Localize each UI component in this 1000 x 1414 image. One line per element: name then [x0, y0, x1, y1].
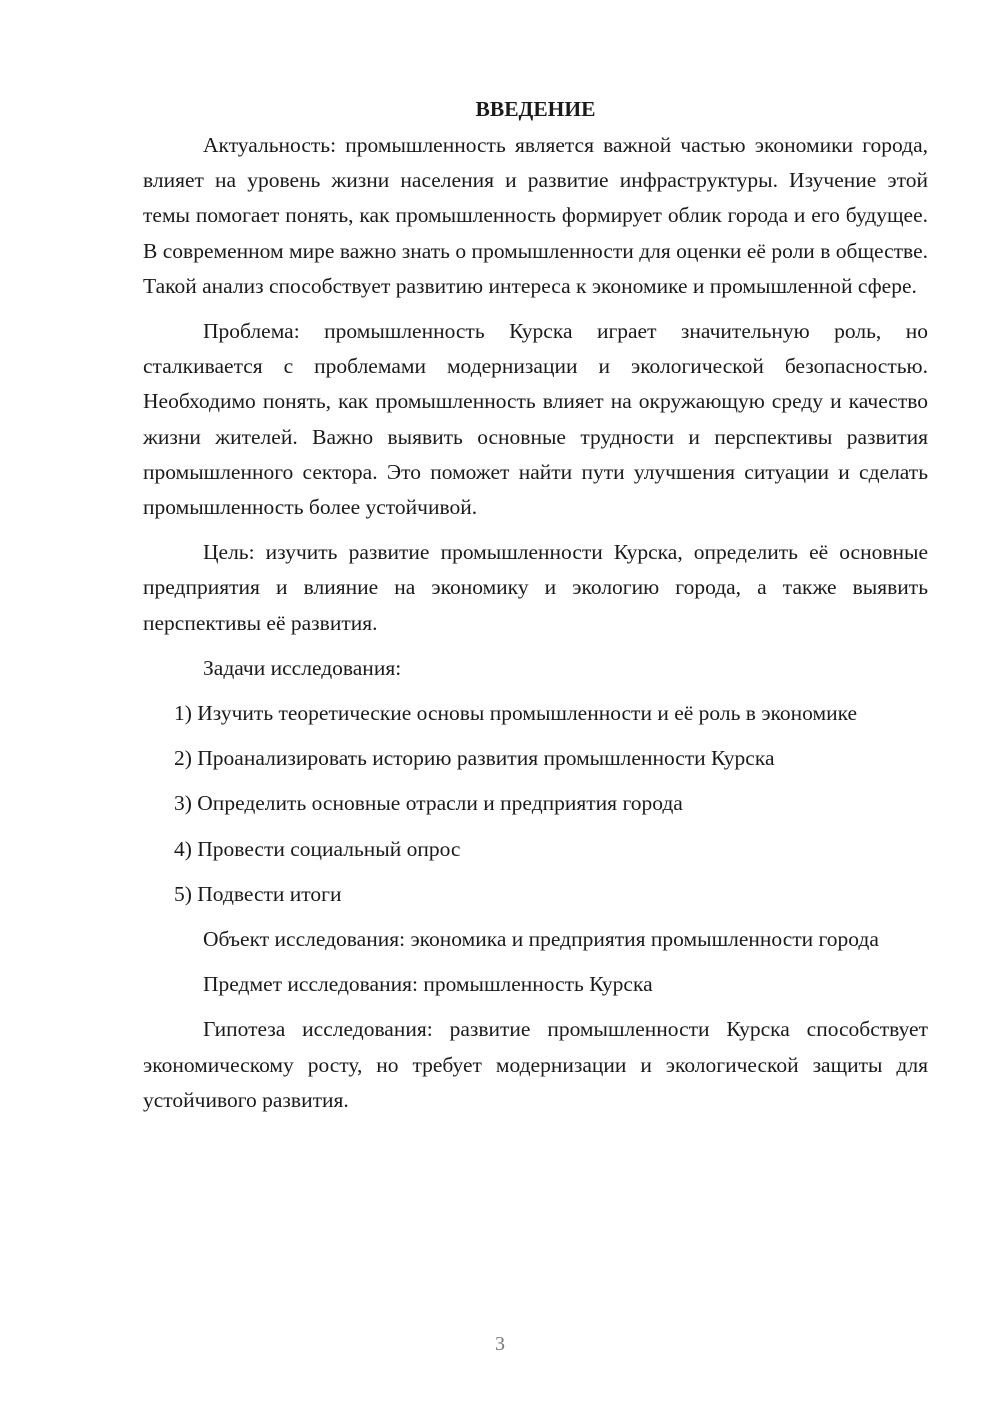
document-body: [143, 92, 928, 1128]
task-item-5: 5) Подвести итоги: [174, 881, 342, 906]
paragraph-object: Объект исследования: экономика и предприятия промышленности города: [203, 927, 879, 952]
page-number: 3: [495, 1333, 505, 1355]
paragraph-subject: Предмет исследования: промышленность Курска: [203, 972, 653, 997]
task-item-3: 3) Определить основные отрасли и предприятия города: [174, 791, 683, 816]
paragraph-problem: Проблема: промышленность Курска играет значительную роль, но сталкивается с проблемами модернизации и экологической безопасностью. Необходимо понять, как промышленность влияет на окружающую среду и качество жизни жителей. Важно выявить основные трудности и перспективы развития промышленного сектора. Это поможет найти пути улучшения ситуации и сделать промышленность более устойчивой.: [143, 319, 928, 520]
paragraph-relevance: Актуальность: промышленность является важной частью экономики города, влияет на уровень жизни населения и развитие инфраструктуры. Изучение этой темы помогает понять, как промышленность формирует облик города и его будущее. В современном мире важно знать о промышленности для оценки её роли в обществе. Такой анализ способствует развитию интереса к экономике и промышленной сфере.: [143, 133, 928, 298]
task-item-2: 2) Проанализировать историю развития промышленности Курска: [174, 746, 775, 771]
section-title: ВВЕДЕНИЕ: [475, 97, 596, 121]
paragraph-hypothesis: Гипотеза исследования: развитие промышленности Курска способствует экономическому росту, но требует модернизации и экологической защиты для устойчивого развития.: [143, 1017, 928, 1112]
paragraph-goal: Цель: изучить развитие промышленности Курска, определить её основные предприятия и влияние на экономику и экологию города, а также выявить перспективы её развития.: [143, 540, 928, 635]
tasks-heading: Задачи исследования:: [203, 655, 402, 680]
task-item-4: 4) Провести социальный опрос: [174, 836, 461, 861]
task-item-1: 1) Изучить теоретические основы промышленности и её роль в экономике: [174, 701, 858, 726]
